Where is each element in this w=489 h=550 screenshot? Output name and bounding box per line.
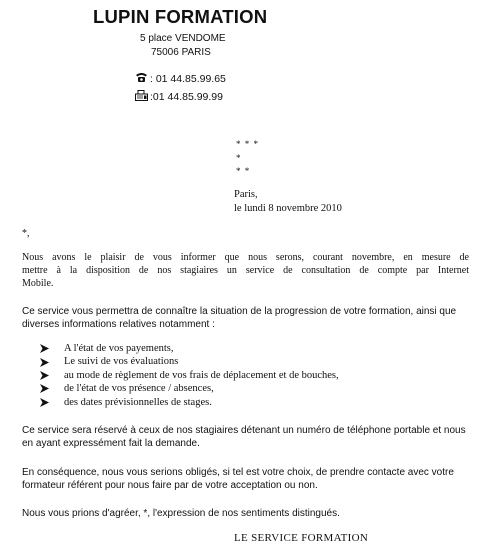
list-item bbox=[40, 355, 339, 368]
paragraph-intro-line: Mobile. bbox=[22, 278, 54, 289]
information-list bbox=[40, 342, 339, 409]
list-item-text: des dates prévisionnelles de stages. bbox=[64, 396, 212, 408]
paragraph-service-description: Ce service vous permettra de connaître la situation de la progression de votre formation, ainsi que diverses informations relatives notamment : bbox=[22, 306, 457, 330]
recipient-line-1: * * * bbox=[236, 139, 259, 149]
arrow-bullet-icon bbox=[40, 358, 54, 367]
dateline-place: Paris, bbox=[234, 189, 258, 200]
list-item bbox=[40, 382, 339, 395]
list-item bbox=[40, 342, 339, 355]
arrow-bullet-icon bbox=[40, 384, 54, 393]
arrow-bullet-icon bbox=[40, 344, 54, 353]
address-line-1: 5 place VENDOME bbox=[140, 33, 226, 44]
fax-number: :01 44.85.99.99 bbox=[150, 91, 223, 103]
address-line-2: 75006 PARIS bbox=[151, 47, 211, 58]
fax-line bbox=[135, 90, 223, 104]
list-item-text: A l'état de vos payements, bbox=[64, 343, 174, 354]
recipient-line-2: * bbox=[236, 153, 241, 163]
list-item bbox=[40, 369, 339, 382]
telephone-icon bbox=[135, 72, 150, 86]
fax-icon bbox=[135, 90, 150, 104]
arrow-bullet-icon bbox=[40, 398, 54, 407]
arrow-bullet-icon bbox=[40, 371, 54, 380]
list-item bbox=[40, 396, 339, 409]
paragraph-intro-line: mettre à la disposition de nos stagiaires un service de consultation de compte par Internet bbox=[22, 265, 469, 276]
phone-number: : 01 44.85.99.65 bbox=[150, 73, 226, 85]
paragraph-intro-line: Nous avons le plaisir de vous informer que nous serons, courant novembre, en mesure de bbox=[22, 252, 469, 263]
paragraph-request: En conséquence, nous vous serions obligés, si tel est votre choix, de prendre contacte avec votre formateur référent pour nous faire par de votre acceptation ou non. bbox=[22, 467, 454, 491]
list-item-text: Le suivi de vos évaluations bbox=[64, 356, 179, 368]
list-item-text: de l'état de vos présence / absences, bbox=[64, 383, 214, 395]
closing-formula: Nous vous prions d'agréer, *, l'expression de nos sentiments distingués. bbox=[22, 508, 340, 519]
paragraph-intro bbox=[22, 251, 469, 290]
list-item-text: au mode de règlement de vos frais de déplacement et de bouches, bbox=[64, 369, 339, 381]
dateline-date: le lundi 8 novembre 2010 bbox=[234, 203, 342, 214]
company-name: LUPIN FORMATION bbox=[93, 6, 268, 27]
phone-line bbox=[135, 72, 226, 86]
paragraph-eligibility: Ce service sera réservé à ceux de nos stagiaires détenant un numéro de téléphone portable et nous en ayant expressément fait la demande. bbox=[22, 425, 466, 449]
salutation: *, bbox=[22, 228, 30, 239]
signature: LE SERVICE FORMATION bbox=[234, 532, 369, 544]
recipient-line-3: * * bbox=[236, 166, 251, 176]
